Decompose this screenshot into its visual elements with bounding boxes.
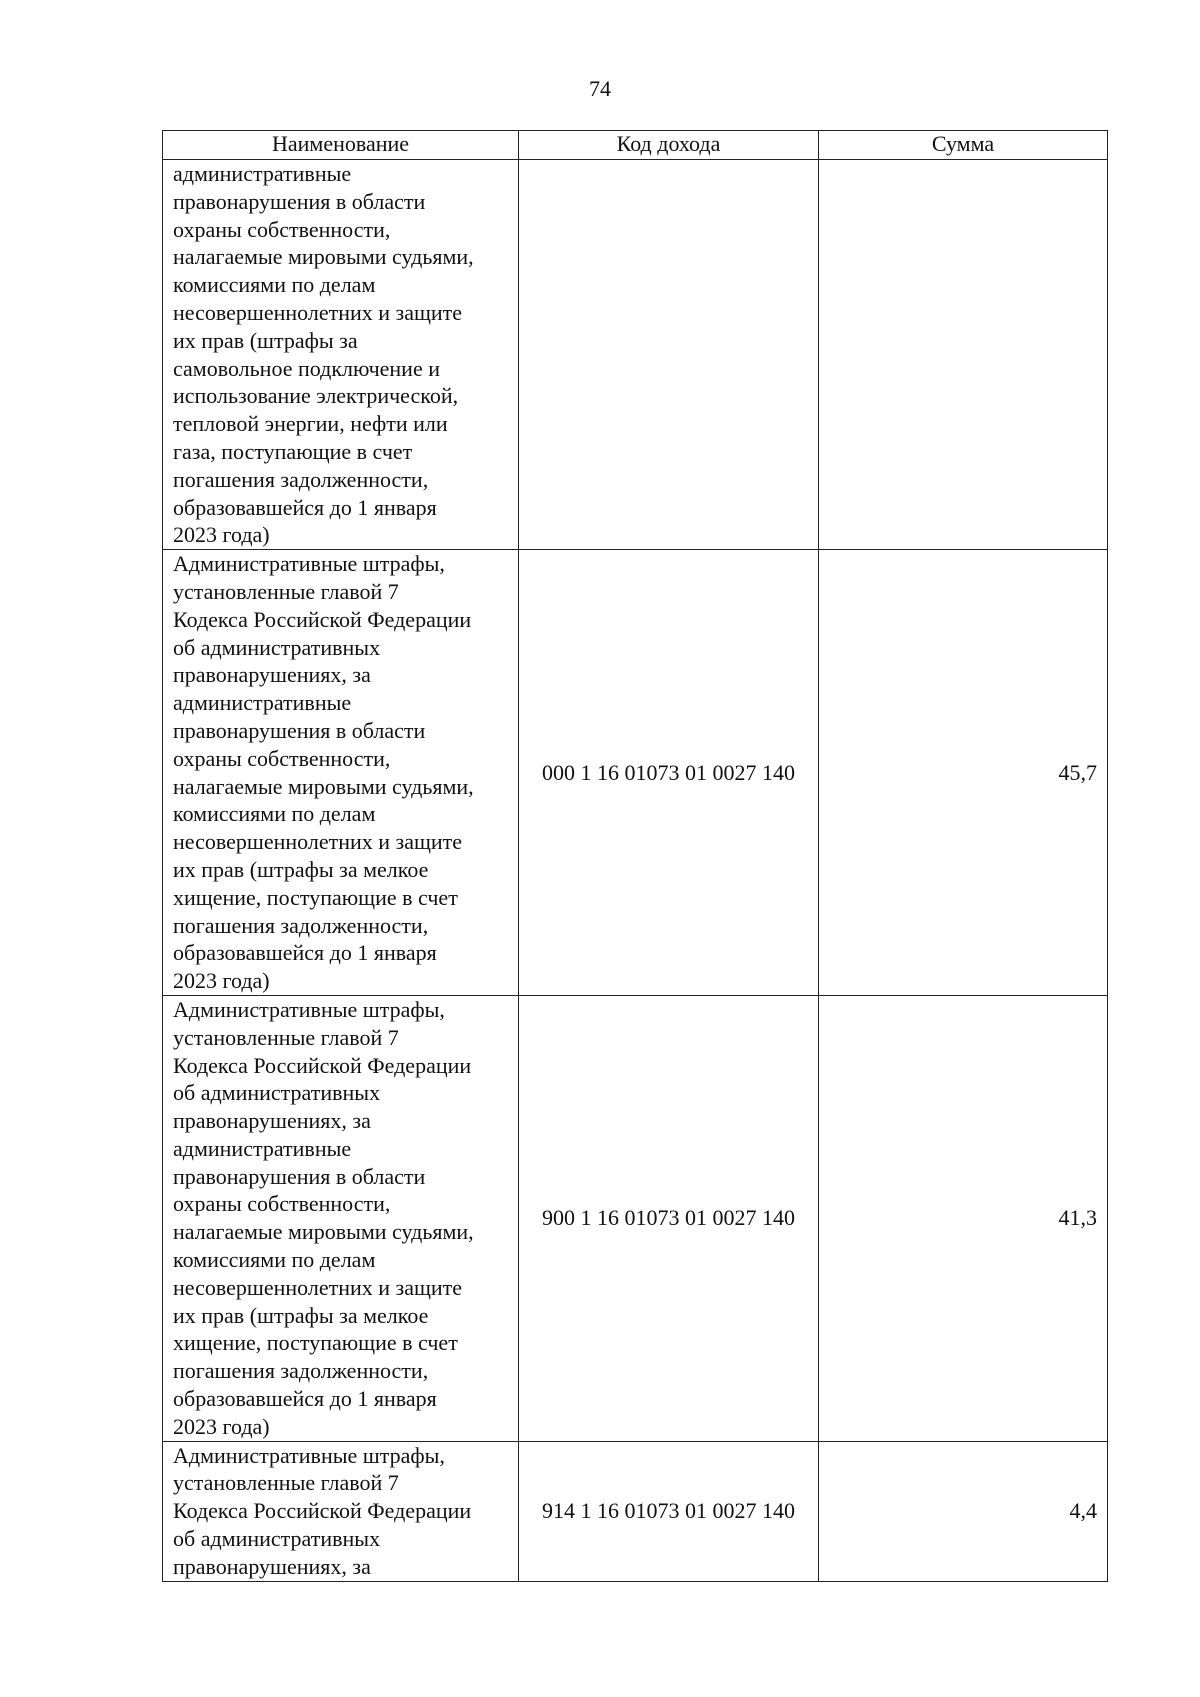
row-code: 900 1 16 01073 01 0027 140 [519, 995, 819, 1441]
header-sum: Сумма [819, 131, 1108, 160]
table-row [163, 1441, 1108, 1581]
row-name: Административные штрафы, установленные главой 7 Кодекса Российской Федерации об административных правонарушениях, за административные правонарушения в области охраны собственности, налагаемые мировыми судьями, комиссиями по делам несовершеннолетних и защите их прав (штрафы за мелкое хищение, поступающие в счет погашения задолженности, образовавшейся до 1 января 2023 года) [173, 551, 474, 994]
row-name: административные правонарушения в области охраны собственности, налагаемые мировыми судьями, комиссиями по делам несовершеннолетних и защите их прав (штрафы за самовольное подключение и использование электрической, тепловой энергии, нефти или газа, поступающие в счет погашения задолженности, образовавшейся до 1 января 2023 года) [173, 161, 474, 548]
header-code: Код дохода [519, 131, 819, 160]
row-name-cell [163, 1441, 519, 1581]
row-name-cell [163, 160, 519, 550]
table-header-row [163, 131, 1108, 160]
row-sum [819, 160, 1108, 550]
page-number: 74 [589, 76, 611, 101]
revenue-table [162, 130, 1108, 1582]
table-row [163, 550, 1108, 996]
row-sum: 4,4 [819, 1441, 1108, 1581]
row-code [519, 160, 819, 550]
row-code: 914 1 16 01073 01 0027 140 [519, 1441, 819, 1581]
table-row [163, 995, 1108, 1441]
row-name: Административные штрафы, установленные главой 7 Кодекса Российской Федерации об административных правонарушениях, за административные правонарушения в области охраны собственности, налагаемые мировыми судьями, комиссиями по делам несовершеннолетних и защите их прав (штрафы за мелкое хищение, поступающие в счет погашения задолженности, образовавшейся до 1 января 2023 года) [173, 996, 474, 1439]
row-name: Административные штрафы, установленные главой 7 Кодекса Российской Федерации об административных правонарушениях, за [173, 1442, 472, 1579]
row-sum: 41,3 [819, 995, 1108, 1441]
row-name-cell [163, 995, 519, 1441]
table-row [163, 160, 1108, 550]
row-name-cell [163, 550, 519, 996]
header-name: Наименование [163, 131, 519, 160]
row-code: 000 1 16 01073 01 0027 140 [519, 550, 819, 996]
row-sum: 45,7 [819, 550, 1108, 996]
